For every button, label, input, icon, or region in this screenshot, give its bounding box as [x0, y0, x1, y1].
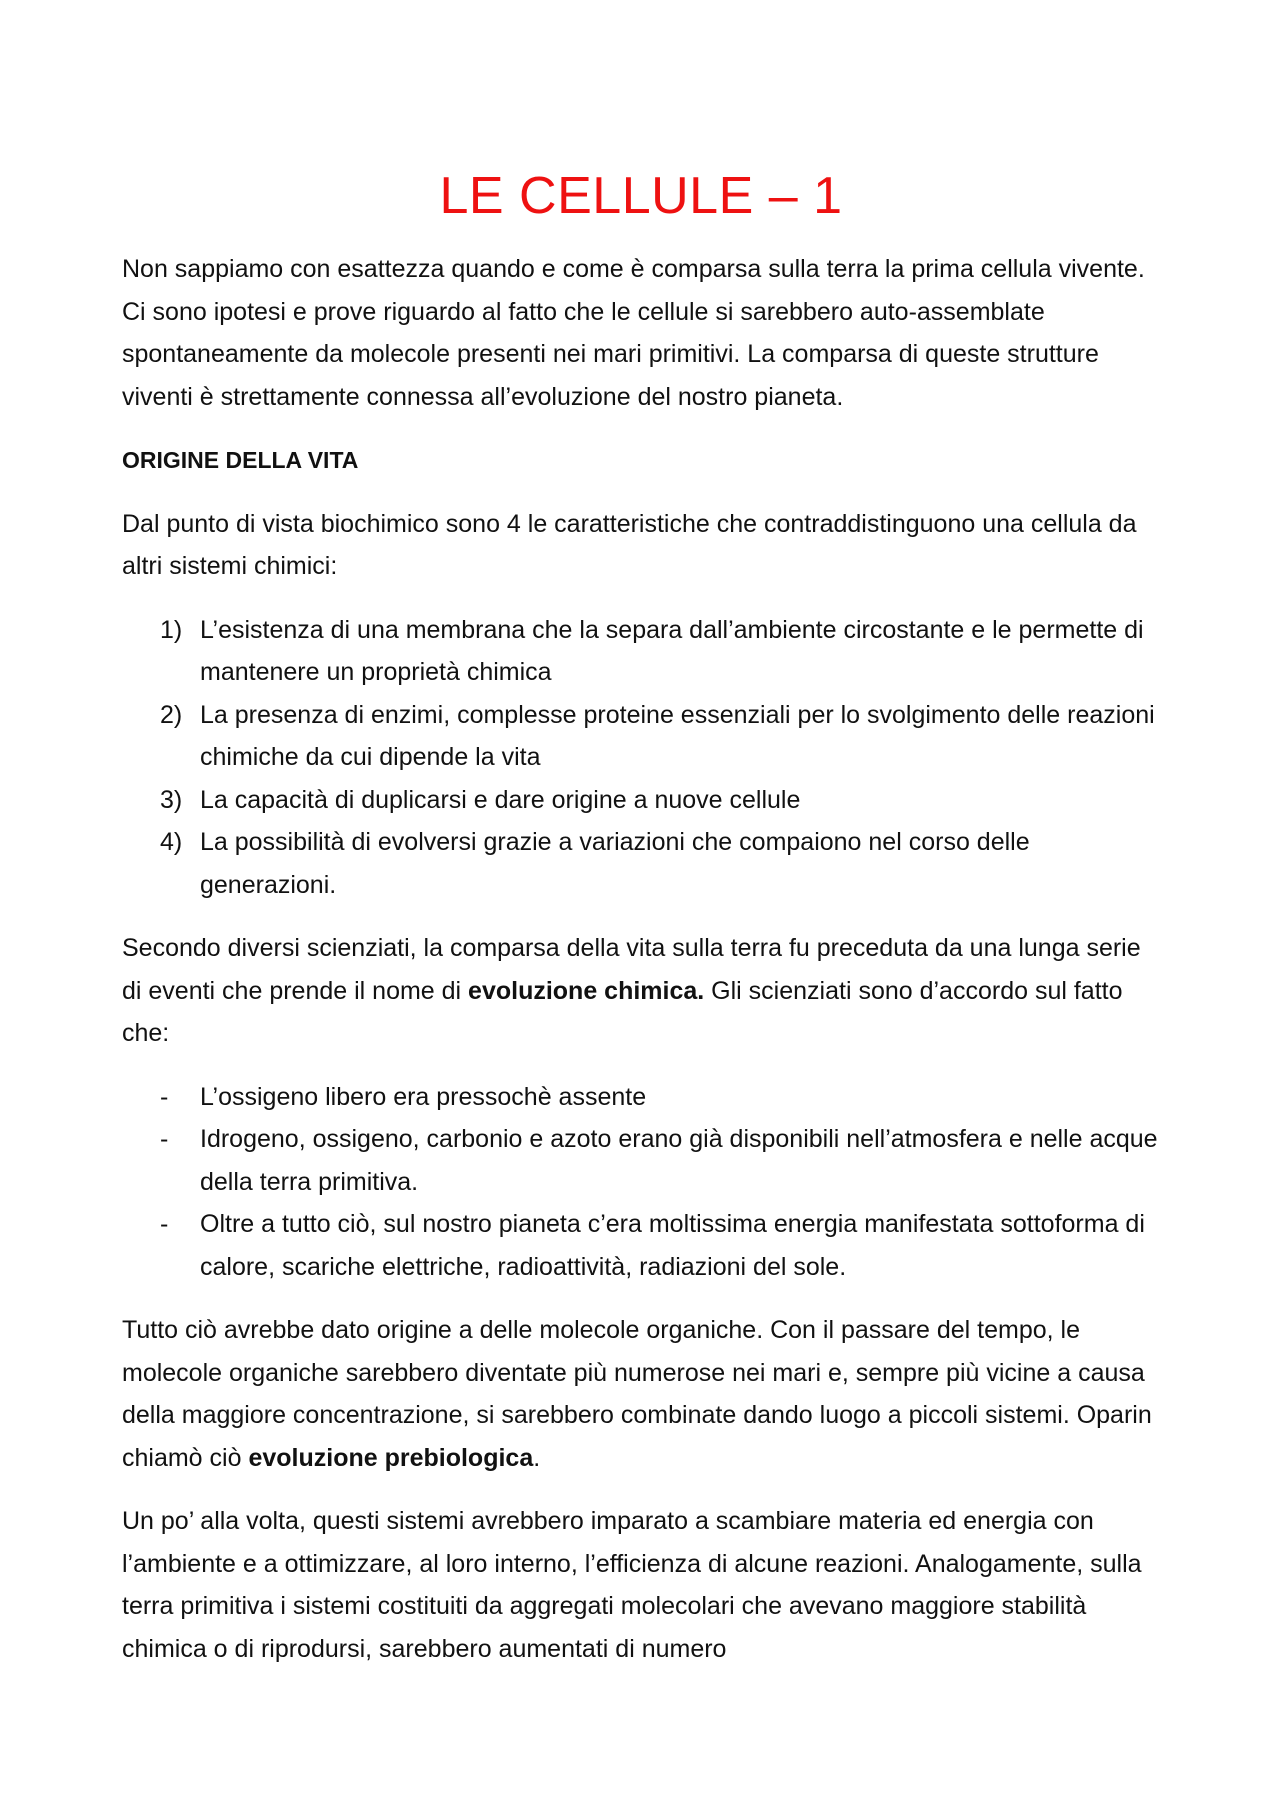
chemical-evolution-text-before: Secondo diversi scienziati, la comparsa della vita sulla terra fu preceduta da una lunga serie di eventi che prende il nome di: [122, 934, 1141, 1005]
conditions-list: [122, 1076, 1160, 1289]
list-item-text: La capacità di duplicarsi e dare origine a nuove cellule: [200, 785, 801, 814]
list-item: [122, 609, 1160, 694]
chemical-evolution-term: evoluzione chimica.: [468, 976, 705, 1005]
list-marker: -: [160, 1125, 169, 1153]
list-marker: -: [160, 1082, 169, 1111]
list-item: [122, 1203, 1160, 1288]
list-item-text: La presenza di enzimi, complesse proteine essenziali per lo svolgimento delle reazioni chimiche da cui dipende la vita: [200, 700, 1155, 771]
prebiological-text-before: Tutto ciò avrebbe dato origine a delle molecole organiche. Con il passare del tempo, le molecole organiche sarebbero diventate più numerose nei mari e, sempre più vicine a causa della maggiore concentrazione, si sarebbero combinate dando luogo a piccoli sistemi. Oparin chiamò ciò: [122, 1316, 1152, 1472]
list-marker: 4): [160, 828, 183, 856]
chemical-evolution-paragraph: [122, 927, 1160, 1055]
list-item: [122, 694, 1160, 779]
list-item-text: Oltre a tutto ciò, sul nostro pianeta c’era moltissima energia manifestata sottoforma di calore, scariche elettriche, radioattività, radiazioni del sole.: [200, 1210, 1145, 1281]
prebiological-evolution-paragraph: [122, 1309, 1160, 1479]
list-marker: 3): [160, 785, 183, 814]
list-item-text: L’esistenza di una membrana che la separa dall’ambiente circostante e le permette di mantenere un proprietà chimica: [200, 615, 1144, 686]
intro-paragraph: Non sappiamo con esattezza quando e come è comparsa sulla terra la prima cellula vivente. Ci sono ipotesi e prove riguardo al fatto che le cellule si sarebbero auto-assemblate spontaneamente da molecole presenti nei mari primitivi. La comparsa di queste strutture viventi è strettamente connessa all’evoluzione del nostro pianeta.: [122, 255, 1145, 411]
last-paragraph: Un po’ alla volta, questi sistemi avrebbero imparato a scambiare materia ed energia con l’ambiente e a ottimizzare, al loro interno, l’efficienza di alcune reazioni. Analogamente, sulla terra primitiva i sistemi costituiti da aggregati molecolari che avevano maggiore stabilità chimica o di riprodursi, sarebbero aumentati di numero: [122, 1507, 1142, 1663]
list-item-text: Idrogeno, ossigeno, carbonio e azoto erano già disponibili nell’atmosfera e nelle acque della terra primitiva.: [200, 1125, 1158, 1196]
list-marker: -: [160, 1210, 169, 1238]
list-item: [122, 1076, 1160, 1119]
list-marker: 2): [160, 700, 183, 729]
prebiological-term: evoluzione prebiologica: [248, 1443, 534, 1472]
features-list: [122, 609, 1160, 907]
list-item: [122, 1118, 1160, 1203]
features-intro-paragraph: Dal punto di vista biochimico sono 4 le caratteristiche che contraddistinguono una cellula da altri sistemi chimici:: [122, 509, 1137, 580]
prebiological-text-after: .: [533, 1443, 541, 1472]
list-item: [122, 821, 1160, 906]
list-item: [122, 779, 1160, 822]
list-item-text: La possibilità di evolversi grazie a variazioni che compaiono nel corso delle generazioni.: [200, 828, 1030, 899]
list-item-text: L’ossigeno libero era pressochè assente: [200, 1082, 647, 1111]
chemical-evolution-text-after: Gli scienziati sono d’accordo sul fatto che:: [122, 976, 1123, 1047]
document-title: LE CELLULE – 1: [439, 167, 843, 225]
section-heading: ORIGINE DELLA VITA: [122, 447, 359, 473]
list-marker: 1): [160, 615, 183, 644]
